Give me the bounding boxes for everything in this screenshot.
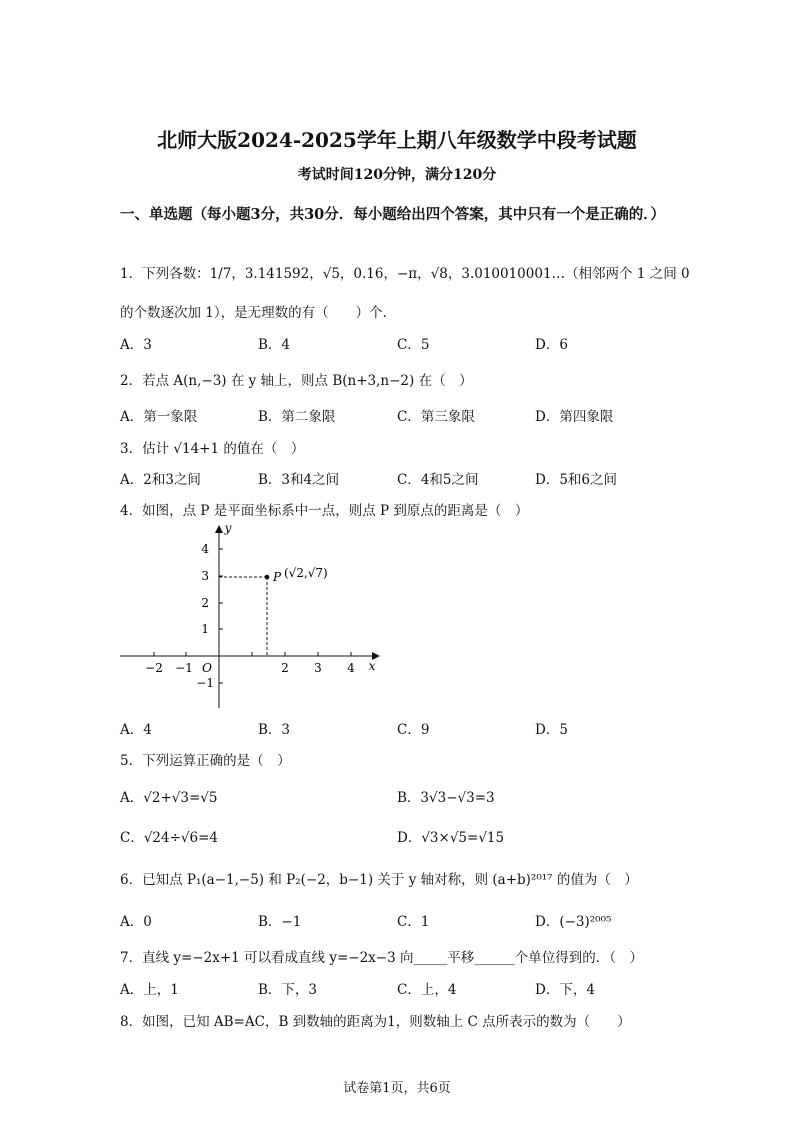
q3-option-c: C．4和5之间 (397, 472, 479, 488)
page-title: 北师大版2024-2025学年上期八年级数学中段考试题 (157, 128, 637, 152)
x-tick-label: 4 (347, 661, 355, 675)
q4-option-a: A．4 (120, 722, 152, 738)
point-p-label: P (273, 570, 282, 584)
q2-option-c: C．第三象限 (397, 409, 475, 425)
q2-option-a: A．第一象限 (120, 409, 198, 425)
q6-option-b: B．−1 (258, 914, 302, 930)
coordinate-figure (118, 520, 388, 710)
q1-option-d: D．6 (535, 337, 568, 353)
x-tick-label: 2 (281, 661, 289, 675)
y-axis-arrow (215, 525, 223, 533)
question-8: 8．如图，已知 AB=AC，B 到数轴的距离为1，则数轴上 C 点所表示的数为（ ） (120, 1014, 631, 1030)
x-tick-label: −2 (145, 661, 163, 675)
q5-option-a: A．√2+√3=√5 (120, 790, 218, 806)
q2-option-d: D．第四象限 (535, 409, 614, 425)
point-p-coordinate: (√2,√7) (284, 566, 328, 580)
q6-option-a: A．0 (120, 914, 152, 930)
q6-option-c: C．1 (397, 914, 430, 930)
q2-option-b: B．第二象限 (258, 409, 336, 425)
y-tick-label: 2 (201, 596, 209, 610)
y-axis-label: y (224, 521, 232, 535)
origin-label: O (202, 661, 212, 675)
q6-option-d: D．(−3)²⁰⁰⁵ (535, 914, 612, 930)
section-heading: 一、单选题（每小题3分，共30分．每小题给出四个答案，其中只有一个是正确的．） (120, 206, 666, 223)
question-5: 5．下列运算正确的是（ ） (120, 753, 291, 769)
q5-option-d: D．√3×√5=√15 (397, 830, 505, 846)
q7-option-c: C．上，4 (397, 982, 457, 998)
question-1-line-1: 1．下列各数：1/7，3.141592，√5，0.16，−π，√8，3.010010001…（相邻两个 1 之间 0 (120, 266, 690, 282)
q7-option-b: B．下，3 (258, 982, 318, 998)
y-tick-label: −1 (196, 676, 214, 690)
y-tick-label: 4 (201, 542, 209, 556)
q3-option-a: A．2和3之间 (120, 472, 201, 488)
x-tick-label: 3 (314, 661, 322, 675)
q5-option-b: B．3√3−√3=3 (397, 790, 495, 806)
q1-option-b: B．4 (258, 337, 291, 353)
q5-option-c: C．√24÷√6=4 (120, 830, 219, 846)
q4-option-d: D．5 (535, 722, 568, 738)
question-3: 3．估计 √14+1 的值在（ ） (120, 441, 305, 457)
q1-option-a: A．3 (120, 337, 152, 353)
q1-option-c: C．5 (397, 337, 430, 353)
question-2: 2．若点 A(n,−3) 在 y 轴上，则点 B(n+3,n−2) 在（ ） (120, 373, 473, 389)
question-7: 7．直线 y=−2x+1 可以看成直线 y=−2x−3 向_____平移______个单位得到的．（ ） (120, 950, 643, 966)
q7-option-d: D．下，4 (535, 982, 595, 998)
question-6: 6．已知点 P₁(a−1,−5) 和 P₂(−2，b−1) 关于 y 轴对称，则 (a+b)²⁰¹⁷ 的值为（ ） (120, 872, 638, 888)
question-4: 4．如图，点 P 是平面坐标系中一点，则点 P 到原点的距离是（ ） (120, 503, 529, 519)
point-p (265, 575, 270, 580)
exam-info: 考试时间120分钟，满分120分 (297, 167, 497, 183)
y-tick-label: 3 (201, 569, 209, 583)
x-tick-label: −1 (175, 661, 193, 675)
question-1-line-2: 的个数逐次加 1），是无理数的有（ ）个． (120, 305, 397, 321)
q4-option-b: B．3 (258, 722, 291, 738)
x-axis-label: x (368, 659, 376, 673)
y-tick-label: 1 (201, 622, 209, 636)
q3-option-d: D．5和6之间 (535, 472, 618, 488)
q3-option-b: B．3和4之间 (258, 472, 340, 488)
q4-option-c: C．9 (397, 722, 430, 738)
q7-option-a: A．上，1 (120, 982, 179, 998)
page-footer: 试卷第1页，共6页 (343, 1081, 451, 1096)
